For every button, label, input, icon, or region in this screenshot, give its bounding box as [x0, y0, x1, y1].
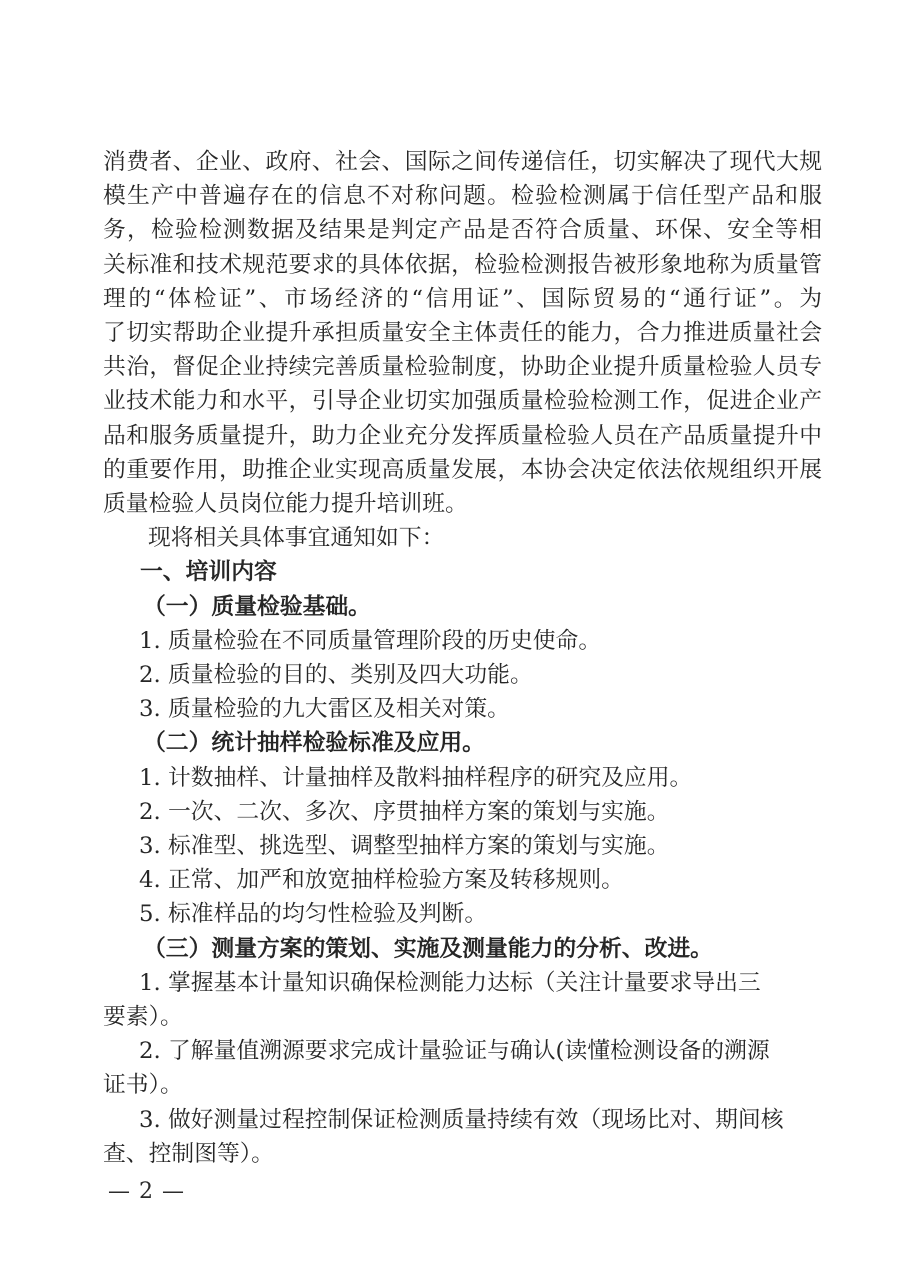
body-line: 务，检验检测数据及结果是判定产品是否符合质量、环保、安全等相	[103, 217, 822, 244]
body-line: 共治，督促企业持续完善质量检验制度，协助企业提升质量检验人员专	[103, 354, 822, 381]
body-line: 了切实帮助企业提升承担质量安全主体责任的能力，合力推进质量社会	[103, 320, 822, 347]
list-item: 2. 质量检验的目的、类别及四大功能。	[139, 662, 533, 689]
list-item: 4. 正常、加严和放宽抽样检验方案及转移规则。	[139, 867, 624, 894]
list-item: 3. 做好测量过程控制保证检测质量持续有效（现场比对、期间核	[139, 1106, 784, 1133]
body-line: 业技术能力和水平，引导企业切实加强质量检验检测工作，促进企业产	[103, 388, 822, 415]
section-heading-training: 一、培训内容	[140, 559, 277, 586]
body-line: 理的“体检证”、市场经济的“信用证”、国际贸易的“通行证”。为	[103, 285, 822, 312]
list-item: 1. 掌握基本计量知识确保检测能力达标（关注计量要求导出三	[139, 969, 761, 996]
list-item: 1. 质量检验在不同质量管理阶段的历史使命。	[139, 627, 602, 654]
body-line: 质量检验人员岗位能力提升培训班。	[103, 491, 468, 518]
list-item: 5. 标准样品的均匀性检验及判断。	[139, 901, 488, 928]
list-item: 2. 一次、二次、多次、序贯抽样方案的策划与实施。	[139, 798, 670, 825]
list-item-continuation: 查、控制图等）。	[103, 1140, 274, 1167]
list-item: 1. 计数抽样、计量抽样及散料抽样程序的研究及应用。	[139, 764, 693, 791]
subsection-1-heading: （一）质量检验基础。	[143, 593, 371, 620]
page-number: — 2 —	[108, 1179, 185, 1204]
list-item: 2. 了解量值溯源要求完成计量验证与确认(读懂检测设备的溯源	[139, 1038, 770, 1065]
list-item-continuation: 证书）。	[103, 1072, 183, 1099]
document-body	[103, 145, 822, 1171]
list-item-continuation: 要素）。	[103, 1004, 183, 1031]
body-line: 模生产中普遍存在的信息不对称问题。检验检测属于信任型产品和服	[103, 183, 822, 210]
subsection-3-heading: （三）测量方案的策划、实施及测量能力的分析、改进。	[143, 935, 713, 962]
body-line: 的重要作用，助推企业实现高质量发展，本协会决定依法依规组织开展	[103, 456, 822, 483]
notice-line: 现将相关具体事宜通知如下：	[148, 525, 445, 552]
body-line: 品和服务质量提升，助力企业充分发挥质量检验人员在产品质量提升中	[103, 422, 822, 449]
body-line: 关标准和技术规范要求的具体依据，检验检测报告被形象地称为质量管	[103, 251, 822, 278]
list-item: 3. 标准型、挑选型、调整型抽样方案的策划与实施。	[139, 833, 670, 860]
subsection-2-heading: （二）统计抽样检验标准及应用。	[143, 730, 485, 757]
body-line: 消费者、企业、政府、社会、国际之间传递信任，切实解决了现代大规	[103, 149, 822, 175]
list-item: 3. 质量检验的九大雷区及相关对策。	[139, 696, 510, 723]
